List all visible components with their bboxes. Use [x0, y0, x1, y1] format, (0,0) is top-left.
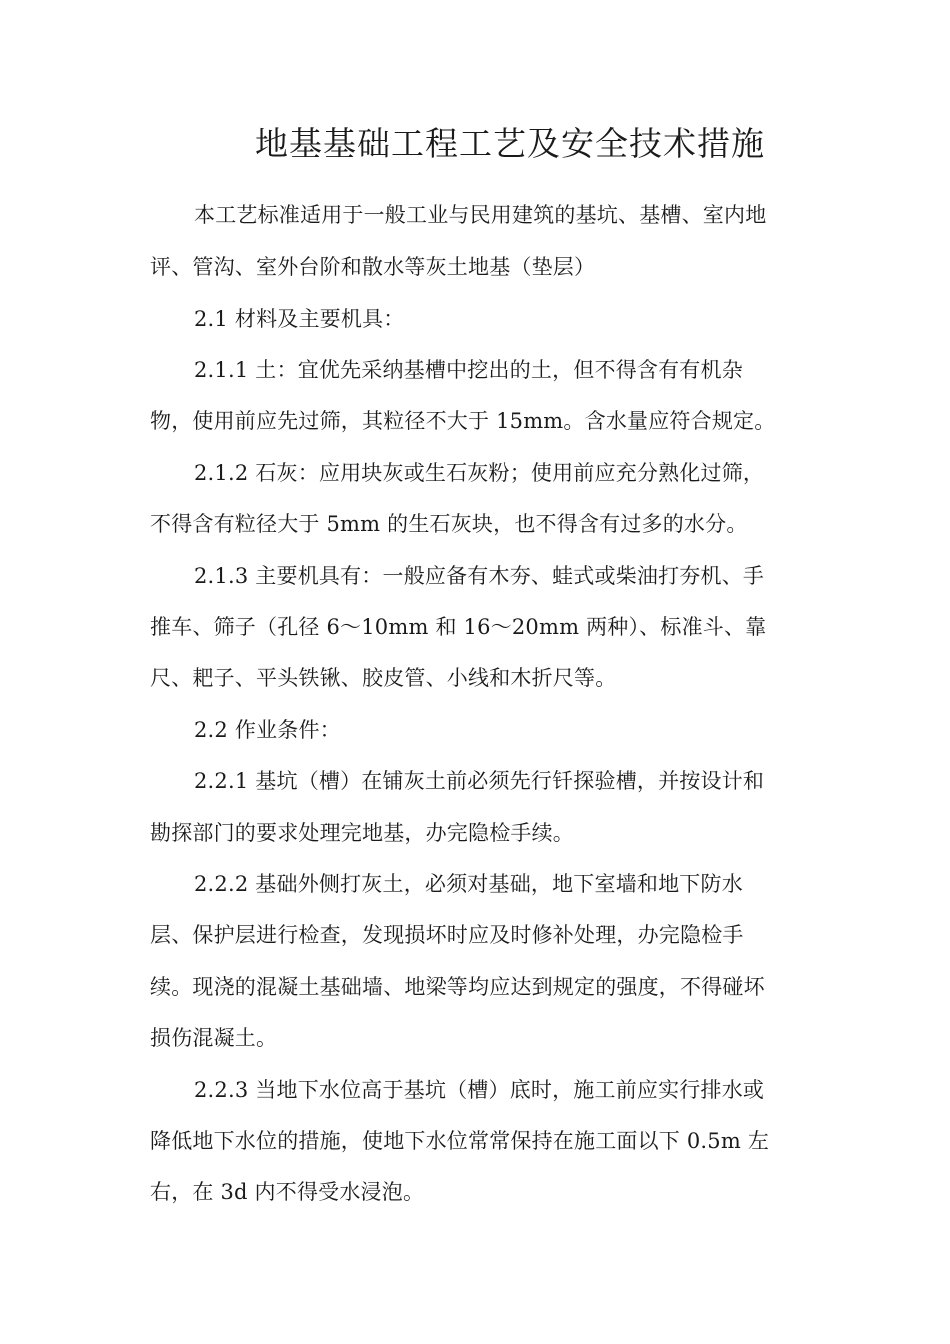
- paragraph-line: 2.2.3 当地下水位高于基坑（槽）底时，施工前应实行排水或: [194, 1078, 765, 1102]
- paragraph-line: 评、管沟、室外台阶和散水等灰土地基（垫层）: [150, 255, 596, 279]
- paragraph-line: 2.1.2 石灰：应用块灰或生石灰粉；使用前应充分熟化过筛，: [194, 461, 765, 485]
- paragraph-line: 层、保护层进行检查，发现损坏时应及时修补处理，办完隐检手: [150, 923, 744, 947]
- paragraph-line: 尺、耙子、平头铁锹、胶皮管、小线和木折尺等。: [150, 666, 617, 690]
- paragraph-line: 右，在 3d 内不得受水浸泡。: [150, 1180, 425, 1204]
- paragraph-line: 勘探部门的要求处理完地基，办完隐检手续。: [150, 821, 574, 845]
- paragraph-line: 2.1.3 主要机具有：一般应备有木夯、蛙式或柴油打夯机、手: [194, 564, 765, 588]
- paragraph-line: 物，使用前应先过筛，其粒径不大于 15mm。含水量应符合规定。: [150, 409, 776, 433]
- section-heading: 2.1 材料及主要机具：: [194, 307, 405, 331]
- document-title: 地基基础工程工艺及安全技术措施: [255, 124, 765, 163]
- paragraph-line: 本工艺标准适用于一般工业与民用建筑的基坑、基槽、室内地: [194, 203, 767, 227]
- paragraph-line: 2.2.1 基坑（槽）在铺灰土前必须先行钎探验槽，并按设计和: [194, 769, 765, 793]
- paragraph-line: 降低地下水位的措施，使地下水位常常保持在施工面以下 0.5m 左: [150, 1129, 770, 1153]
- paragraph-line: 2.1.1 土：宜优先采纳基槽中挖出的土，但不得含有有机杂: [194, 358, 743, 382]
- paragraph-line: 损伤混凝土。: [150, 1026, 278, 1050]
- paragraph-line: 不得含有粒径大于 5mm 的生石灰块，也不得含有过多的水分。: [150, 512, 748, 536]
- section-heading: 2.2 作业条件：: [194, 718, 341, 742]
- paragraph-line: 2.2.2 基础外侧打灰土，必须对基础，地下室墙和地下防水: [194, 872, 743, 896]
- paragraph-line: 推车、筛子（孔径 6～10mm 和 16～20mm 两种）、标准斗、靠: [150, 615, 767, 639]
- paragraph-line: 续。现浇的混凝土基础墙、地梁等均应达到规定的强度，不得碰坏: [150, 975, 765, 999]
